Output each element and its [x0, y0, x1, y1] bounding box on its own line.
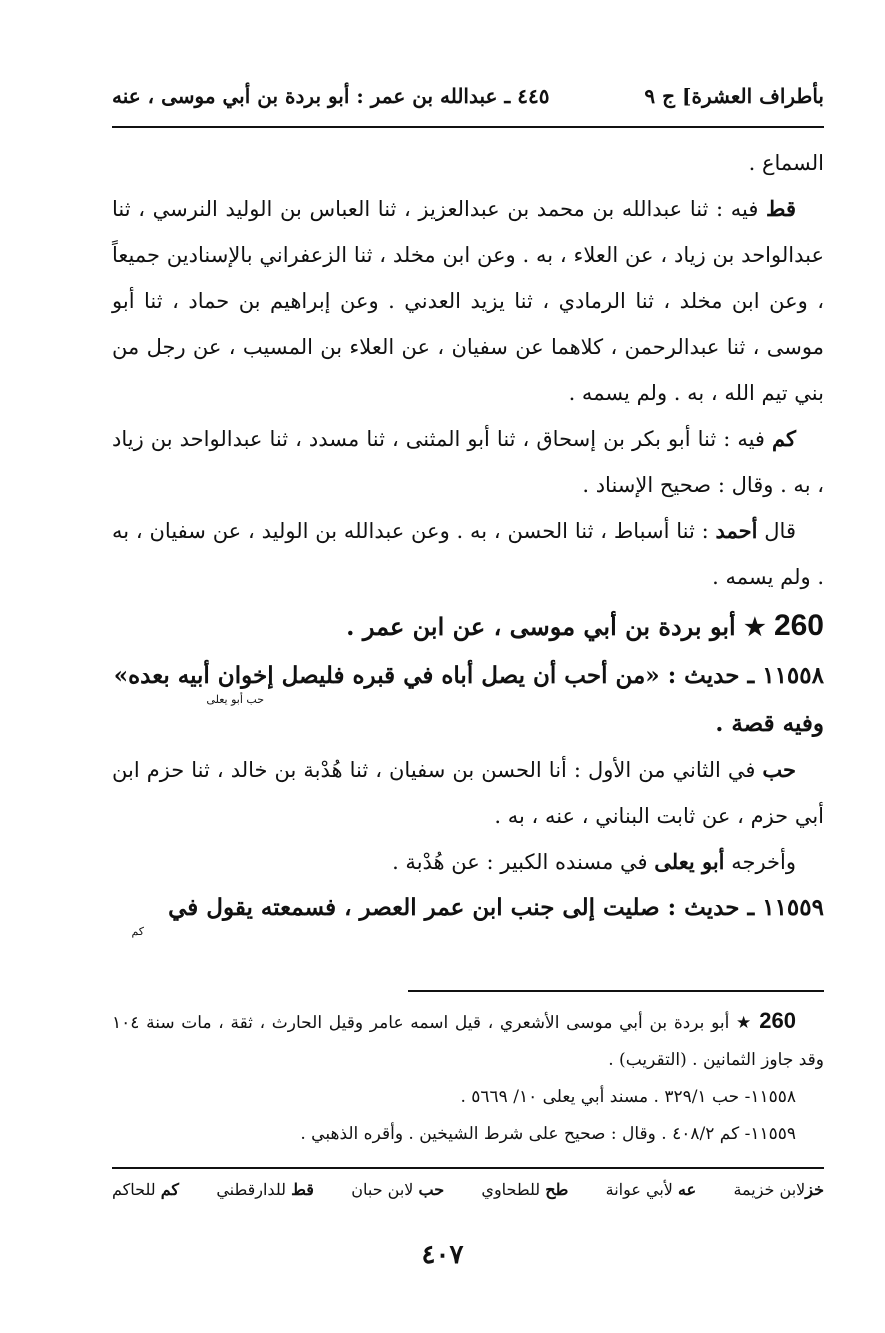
- legend-abbr: قط: [291, 1180, 314, 1199]
- hadith-11558: [112, 659, 824, 741]
- source-abbr: أحمد: [715, 518, 758, 543]
- hadith-11559-sources: كم: [131, 925, 144, 938]
- paragraph-4: [112, 508, 824, 600]
- footnote-260-text: أبو بردة بن أبي موسى الأشعري ، قيل اسمه عامر وقيل الحارث ، ثقة ، مات سنة ١٠٤ وقد جاوز الثمانين . (التقريب) .: [112, 1013, 824, 1070]
- footnotes: [112, 1002, 824, 1153]
- hadith-11559-text: ١١٥٥٩ ـ حديث : صليت إلى جنب ابن عمر العصر ، فسمعته يقول في: [168, 894, 824, 921]
- source-abbr: قط: [766, 196, 796, 221]
- footnote-11558: ١١٥٥٨- حب ٣٢٩/١ . مسند أبي يعلى ١٠/ ٥٦٦٩ .: [460, 1087, 796, 1107]
- paragraph-4-pre: قال: [757, 519, 796, 543]
- legend-abbr: كم: [160, 1180, 180, 1199]
- footnote-separator: [408, 990, 824, 992]
- legend-name: للطحاوي: [481, 1180, 541, 1199]
- source-abbr: أبو يعلى: [654, 849, 725, 874]
- source-abbr: كم: [772, 426, 796, 451]
- hadith-11558-sources: حب أبو يعلى: [206, 693, 264, 706]
- paragraph-5: [112, 747, 824, 839]
- main-text: [112, 140, 824, 939]
- hadith-11559: [112, 891, 824, 939]
- header-rule: [112, 126, 824, 128]
- legend-name: لابن حبان: [351, 1180, 414, 1199]
- legend-name: لابن خزيمة: [733, 1180, 806, 1199]
- narrator-heading-text: أبو بردة بن أبي موسى ، عن ابن عمر .: [346, 612, 736, 641]
- paragraph-6: [112, 839, 824, 885]
- paragraph-1-text: السماع .: [748, 151, 824, 175]
- paragraph-6-pre: وأخرجه: [724, 850, 796, 874]
- legend-item: [606, 1180, 697, 1199]
- legend-rule: [112, 1167, 824, 1169]
- header-volume: بأطراف العشرة] ج ٩: [644, 84, 824, 108]
- paragraph-5-text: في الثاني من الأول : أنا الحسن بن سفيان ، ثنا هُدْبة بن خالد ، ثنا حزم ابن أبي حزم ، عن ثابت البناني ، عنه ، به .: [112, 758, 824, 828]
- legend-abbr: عه: [678, 1180, 697, 1199]
- legend-abbr: طح: [545, 1180, 569, 1199]
- footnote-260: [112, 1002, 824, 1079]
- narrator-heading: [112, 600, 824, 653]
- source-abbr: حب: [762, 757, 796, 782]
- legend-item: [112, 1180, 179, 1199]
- hadith-11558-text: ١١٥٥٨ ـ حديث : «من أحب أن يصل أباه في قبره فليصل إخوان أبيه بعده»: [113, 662, 824, 689]
- legend-abbr: حب: [418, 1180, 445, 1199]
- paragraph-2: [112, 186, 824, 416]
- footnote-number: 260: [759, 1008, 797, 1033]
- paragraph-3: [112, 416, 824, 508]
- legend-item: [481, 1180, 568, 1199]
- paragraph-4-text: : ثنا أسباط ، ثنا الحسن ، به . وعن عبدالله بن الوليد ، عن سفيان ، به . ولم يسمه .: [112, 519, 824, 589]
- abbreviation-legend: [112, 1180, 824, 1199]
- star-icon: ★: [736, 1013, 753, 1033]
- header-chapter: ٤٤٥ ـ عبدالله بن عمر : أبو بردة بن أبي موسى ، عنه: [112, 84, 550, 108]
- paragraph-3-text: فيه : ثنا أبو بكر بن إسحاق ، ثنا أبو المثنى ، ثنا مسدد ، ثنا عبدالواحد بن زياد ، به . وقال : صحيح الإسناد .: [112, 427, 824, 497]
- running-header: [112, 78, 824, 118]
- legend-name: لأبي عوانة: [605, 1180, 673, 1199]
- page-number: ٤٠٧: [421, 1240, 464, 1270]
- legend-item: [733, 1180, 824, 1199]
- legend-name: للدارقطني: [216, 1180, 286, 1199]
- narrator-number: 260: [773, 609, 824, 642]
- legend-item: [216, 1180, 314, 1199]
- footnote-11559: ١١٥٥٩- كم ٤٠٨/٢ . وقال : صحيح على شرط الشيخين . وأقره الذهبي .: [300, 1124, 796, 1144]
- star-icon: ★: [744, 612, 766, 641]
- paragraph-6-text: في مسنده الكبير : عن هُدْبة .: [392, 850, 655, 874]
- legend-item: [351, 1180, 444, 1199]
- paragraph-1: [112, 140, 824, 186]
- legend-abbr: خز: [805, 1180, 824, 1199]
- paragraph-2-text: فيه : ثنا عبدالله بن محمد بن عبدالعزيز ، ثنا العباس بن الوليد النرسي ، ثنا عبدالواحد بن زياد ، عن العلاء ، به . وعن ابن مخلد ، ثنا الزعفراني بالإسنادين جميعاً ، وعن ابن مخلد ، ثنا الرمادي ، ثنا يزيد العدني . وعن إبراهيم بن حماد ، ثنا أبو موسى ، ثنا عبدالرحمن ، كلاهما عن سفيان ، عن العلاء بن المسيب ، عن رجل من بني تيم الله ، به . ولم يسمه .: [112, 197, 824, 405]
- hadith-11558-continuation: وفيه قصة .: [715, 710, 824, 737]
- legend-name: للحاكم: [112, 1180, 156, 1199]
